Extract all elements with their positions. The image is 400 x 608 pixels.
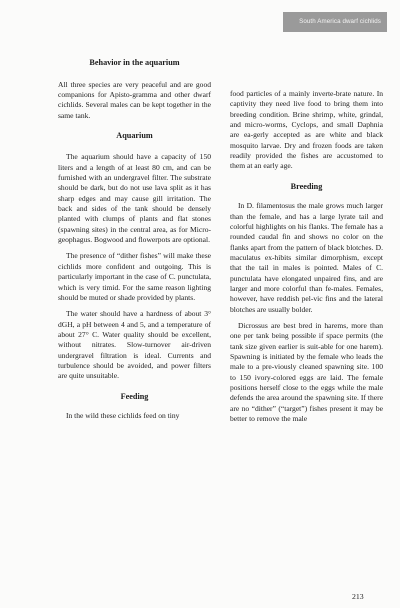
behavior-paragraph: All three species are very peaceful and are good companions for Apisto-gramma and other dwarf cichlids. Several males can be kept together in the same tank.: [58, 79, 211, 120]
behavior-heading: Behavior in the aquarium: [89, 58, 180, 67]
aquarium-heading: Aquarium: [116, 130, 153, 140]
right-column: [230, 89, 383, 430]
running-title: South America dwarf cichlids: [299, 18, 381, 25]
running-header: [283, 12, 387, 32]
left-column: [58, 58, 211, 427]
aquarium-paragraph-3: The water should have a hardness of about 3° dGH, a pH between 4 and 5, and a temperature of about 27° C. Water quality should be excellent, without nitrates. Slow-turnover air-driven undergravel filtration is ideal. Currents and turbulence should be avoided, and power filters are quite unsuitable.: [58, 309, 211, 381]
breeding-heading: Breeding: [290, 181, 323, 191]
aquarium-paragraph-1: The aquarium should have a capacity of 150 liters and a length of at least 80 cm, and can be furnished with an undergravel filter. The substrate should be dark, but do not use lava split as it has sharp edges and may cause gill irritation. The back and sides of the tank should be densely planted with clumps of plants and flat stones (spawning sites) in the central area, as for Micro-geophagus. Bogwood and flowerpots are optional.: [58, 152, 211, 245]
breeding-paragraph-2: Dicrossus are best bred in harems, more than one per tank being possible if space permits (the tank size given earlier is suit-able for one harem). Spawning is initiated by the female who leads the male to a pre-viously cleaned spawning site. 100 to 150 ivory-colored eggs are laid. The female positions herself close to the eggs while the male defends the area around the spawning site. If there are no “dither” (“target”) fishes present it may be better to remove the male: [230, 321, 383, 424]
page-number: 213: [352, 592, 364, 601]
breeding-paragraph-1: In D. filamentosus the male grows much larger than the female, and has a large lyrate tail and colorful highlights on his flanks. The female has a rounded caudal fin and shows no color on the flanks apart from the pattern of black blotches. D. maculatus ex-hibits similar dimorphism, except that the tail in males is pointed. Males of C. punctulata have elongated unpaired fins, and are larger and more colorful than fe-males. Females, however, have reddish pel-vic fins and the lateral blotches are usually bolder.: [230, 201, 383, 314]
feeding-heading: Feeding: [120, 391, 149, 401]
aquarium-paragraph-2: The presence of “dither fishes” will make these cichlids more confident and outgoing. This is particularly important in the case of C. punctulata, which is very timid. For the same reason lighting should be muted or shade provided by plants.: [58, 251, 211, 302]
feeding-paragraph-continued: food particles of a mainly inverte-brate nature. In captivity they need live food to bring them into breeding condition. Brine shrimp, white, grindal, and micro-worms, Cyclops, and small Daphnia are ea-gerly accepted as are white and black mosquito larvae. Dry and frozen foods are taken readily provided the fishes are accustomed to them at an early age.: [230, 89, 383, 171]
feeding-paragraph-start: In the wild these cichlids feed on tiny: [66, 411, 180, 421]
